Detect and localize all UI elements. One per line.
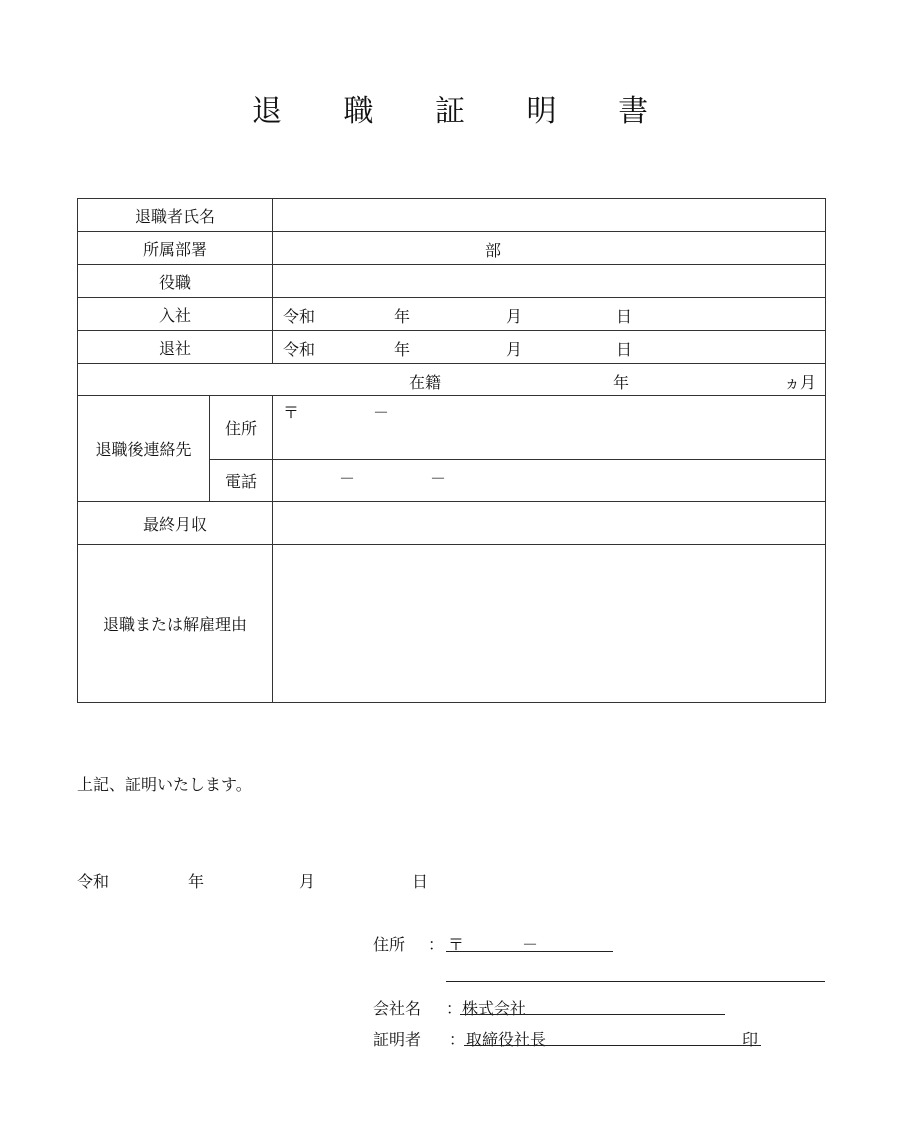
signature-company-colon: ： [446,999,463,1018]
label-reason: 退職または解雇理由 [78,545,273,703]
tenure-year-unit: 年 [613,373,630,392]
label-address: 住所 [210,396,273,460]
contact-phone-field[interactable] [273,460,826,502]
last-salary-field[interactable] [273,502,826,545]
signature-postal-mark: 〒 [448,935,465,954]
signature-certifier-underline[interactable] [464,1045,761,1046]
label-retiree-name: 退職者氏名 [78,199,273,232]
retired-year-unit: 年 [394,340,411,359]
signature-seal-mark: 印 [742,1030,759,1049]
tenure-label: 在籍 [409,373,442,392]
label-position: 役職 [78,265,273,298]
row-reason [78,545,826,703]
row-department [78,232,826,265]
retired-date-field[interactable] [273,331,826,364]
joined-era: 令和 [283,307,316,326]
position-field[interactable] [273,265,826,298]
row-retired [78,331,826,364]
row-last-salary [78,502,826,545]
signature-company-value: 株式会社 [462,999,527,1018]
issue-date-year-unit: 年 [188,872,205,891]
label-retired: 退社 [78,331,273,364]
label-joined: 入社 [78,298,273,331]
certification-statement: 上記、証明いたします。 [77,775,252,794]
label-last-salary: 最終月収 [78,502,273,545]
postal-dash: － [373,403,390,422]
phone-dash-1: － [339,469,356,488]
retired-day-unit: 日 [616,340,633,359]
joined-day-unit: 日 [616,307,633,326]
department-suffix: 部 [485,241,502,260]
signature-address-underline[interactable] [446,981,825,982]
issue-date-day-unit: 日 [412,872,429,891]
label-contact-after-retirement: 退職後連絡先 [78,396,210,502]
phone-dash-2: － [430,469,447,488]
row-position [78,265,826,298]
signature-address-label: 住所 [373,935,406,954]
signature-certifier-label: 証明者 [373,1030,422,1049]
joined-month-unit: 月 [506,307,523,326]
row-tenure [78,364,826,396]
signature-postal-underline[interactable] [446,951,613,952]
row-contact-address [78,396,826,460]
signature-company-underline[interactable] [460,1014,725,1015]
retired-era: 令和 [283,340,316,359]
tenure-month-unit: ヵ月 [784,373,817,392]
reason-field[interactable] [273,545,826,703]
row-name [78,199,826,232]
certificate-form-table [77,198,826,703]
signature-certifier-colon: ： [449,1030,466,1049]
postal-mark: 〒 [283,403,300,422]
joined-year-unit: 年 [394,307,411,326]
signature-company-label: 会社名 [373,999,422,1018]
signature-postal-dash: － [522,935,539,954]
retired-month-unit: 月 [506,340,523,359]
signature-address-colon: ： [428,935,445,954]
department-field[interactable] [273,232,826,265]
tenure-field[interactable] [78,364,826,396]
label-department: 所属部署 [78,232,273,265]
issue-date-month-unit: 月 [299,872,316,891]
joined-date-field[interactable] [273,298,826,331]
issue-date-era: 令和 [77,872,110,891]
label-phone: 電話 [210,460,273,502]
document-title: 退 職 証 明 書 [251,94,675,129]
contact-address-field[interactable] [273,396,826,460]
row-joined [78,298,826,331]
retiree-name-field[interactable] [273,199,826,232]
signature-certifier-value: 取締役社長 [466,1030,547,1049]
